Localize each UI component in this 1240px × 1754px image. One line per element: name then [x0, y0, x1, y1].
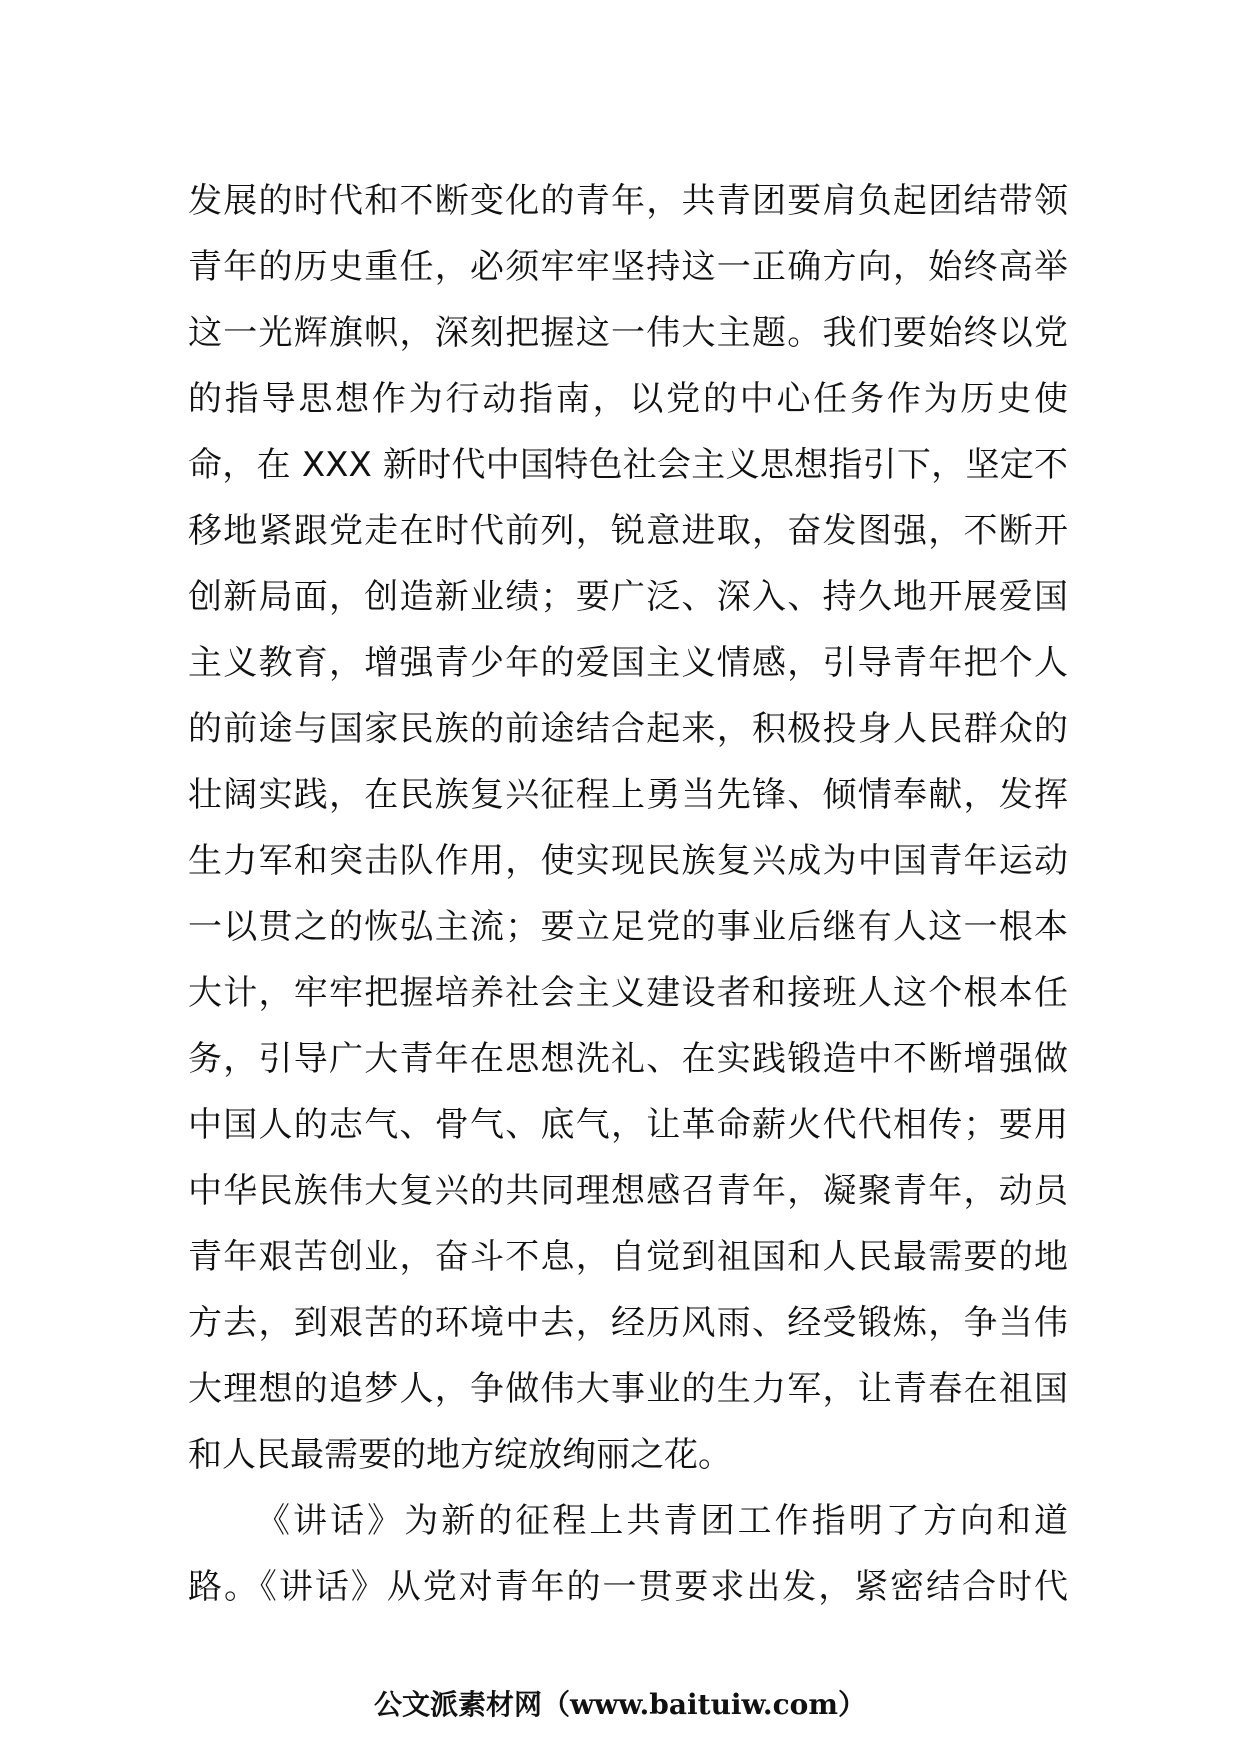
- text-line: 路。《讲话》从党对青年的一贯要求出发，紧密结合时代: [188, 1567, 1068, 1607]
- text-line: 的前途与国家民族的前途结合起来，积极投身人民群众的: [188, 709, 1068, 749]
- text-line: 青年艰苦创业，奋斗不息，自觉到祖国和人民最需要的地: [188, 1237, 1068, 1277]
- text-line: 主义教育，增强青少年的爱国主义情感，引导青年把个人: [188, 643, 1068, 683]
- text-line: 青年的历史重任，必须牢牢坚持这一正确方向，始终高举: [188, 247, 1068, 287]
- text-line: 的指导思想作为行动指南，以党的中心任务作为历史使: [188, 379, 1068, 419]
- text-line: 中华民族伟大复兴的共同理想感召青年，凝聚青年，动员: [188, 1171, 1068, 1211]
- text-line: 大计，牢牢把握培养社会主义建设者和接班人这个根本任: [188, 973, 1068, 1013]
- text-line: 方去，到艰苦的环境中去，经历风雨、经受锻炼，争当伟: [188, 1303, 1068, 1343]
- text-line: 中国人的志气、骨气、底气，让革命薪火代代相传；要用: [188, 1105, 1068, 1145]
- paragraph-end-line: 和人民最需要的地方绽放绚丽之花。: [188, 1435, 732, 1475]
- text-line: 务，引导广大青年在思想洗礼、在实践锻造中不断增强做: [188, 1039, 1068, 1079]
- text-line: 移地紧跟党走在时代前列，锐意进取，奋发图强，不断开: [188, 511, 1068, 551]
- text-line: 命，在 XXX 新时代中国特色社会主义思想指引下，坚定不: [188, 445, 1068, 485]
- text-line: 壮阔实践，在民族复兴征程上勇当先锋、倾情奉献，发挥: [188, 775, 1068, 815]
- text-line: 这一光辉旗帜，深刻把握这一伟大主题。我们要始终以党: [188, 313, 1068, 353]
- text-line: 生力军和突击队作用，使实现民族复兴成为中国青年运动: [188, 841, 1068, 881]
- paragraph-start-line: 《讲话》为新的征程上共青团工作指明了方向和道: [256, 1501, 1068, 1541]
- document-body: [188, 168, 1068, 1620]
- text-line: 大理想的追梦人，争做伟大事业的生力军，让青春在祖国: [188, 1369, 1068, 1409]
- text-line: 发展的时代和不断变化的青年，共青团要肩负起团结带领: [188, 181, 1068, 221]
- footer-watermark: 公文派素材网（www.baituiw.com）: [374, 1688, 866, 1721]
- text-line: 创新局面，创造新业绩；要广泛、深入、持久地开展爱国: [188, 577, 1068, 617]
- text-line: 一以贯之的恢弘主流；要立足党的事业后继有人这一根本: [188, 907, 1068, 947]
